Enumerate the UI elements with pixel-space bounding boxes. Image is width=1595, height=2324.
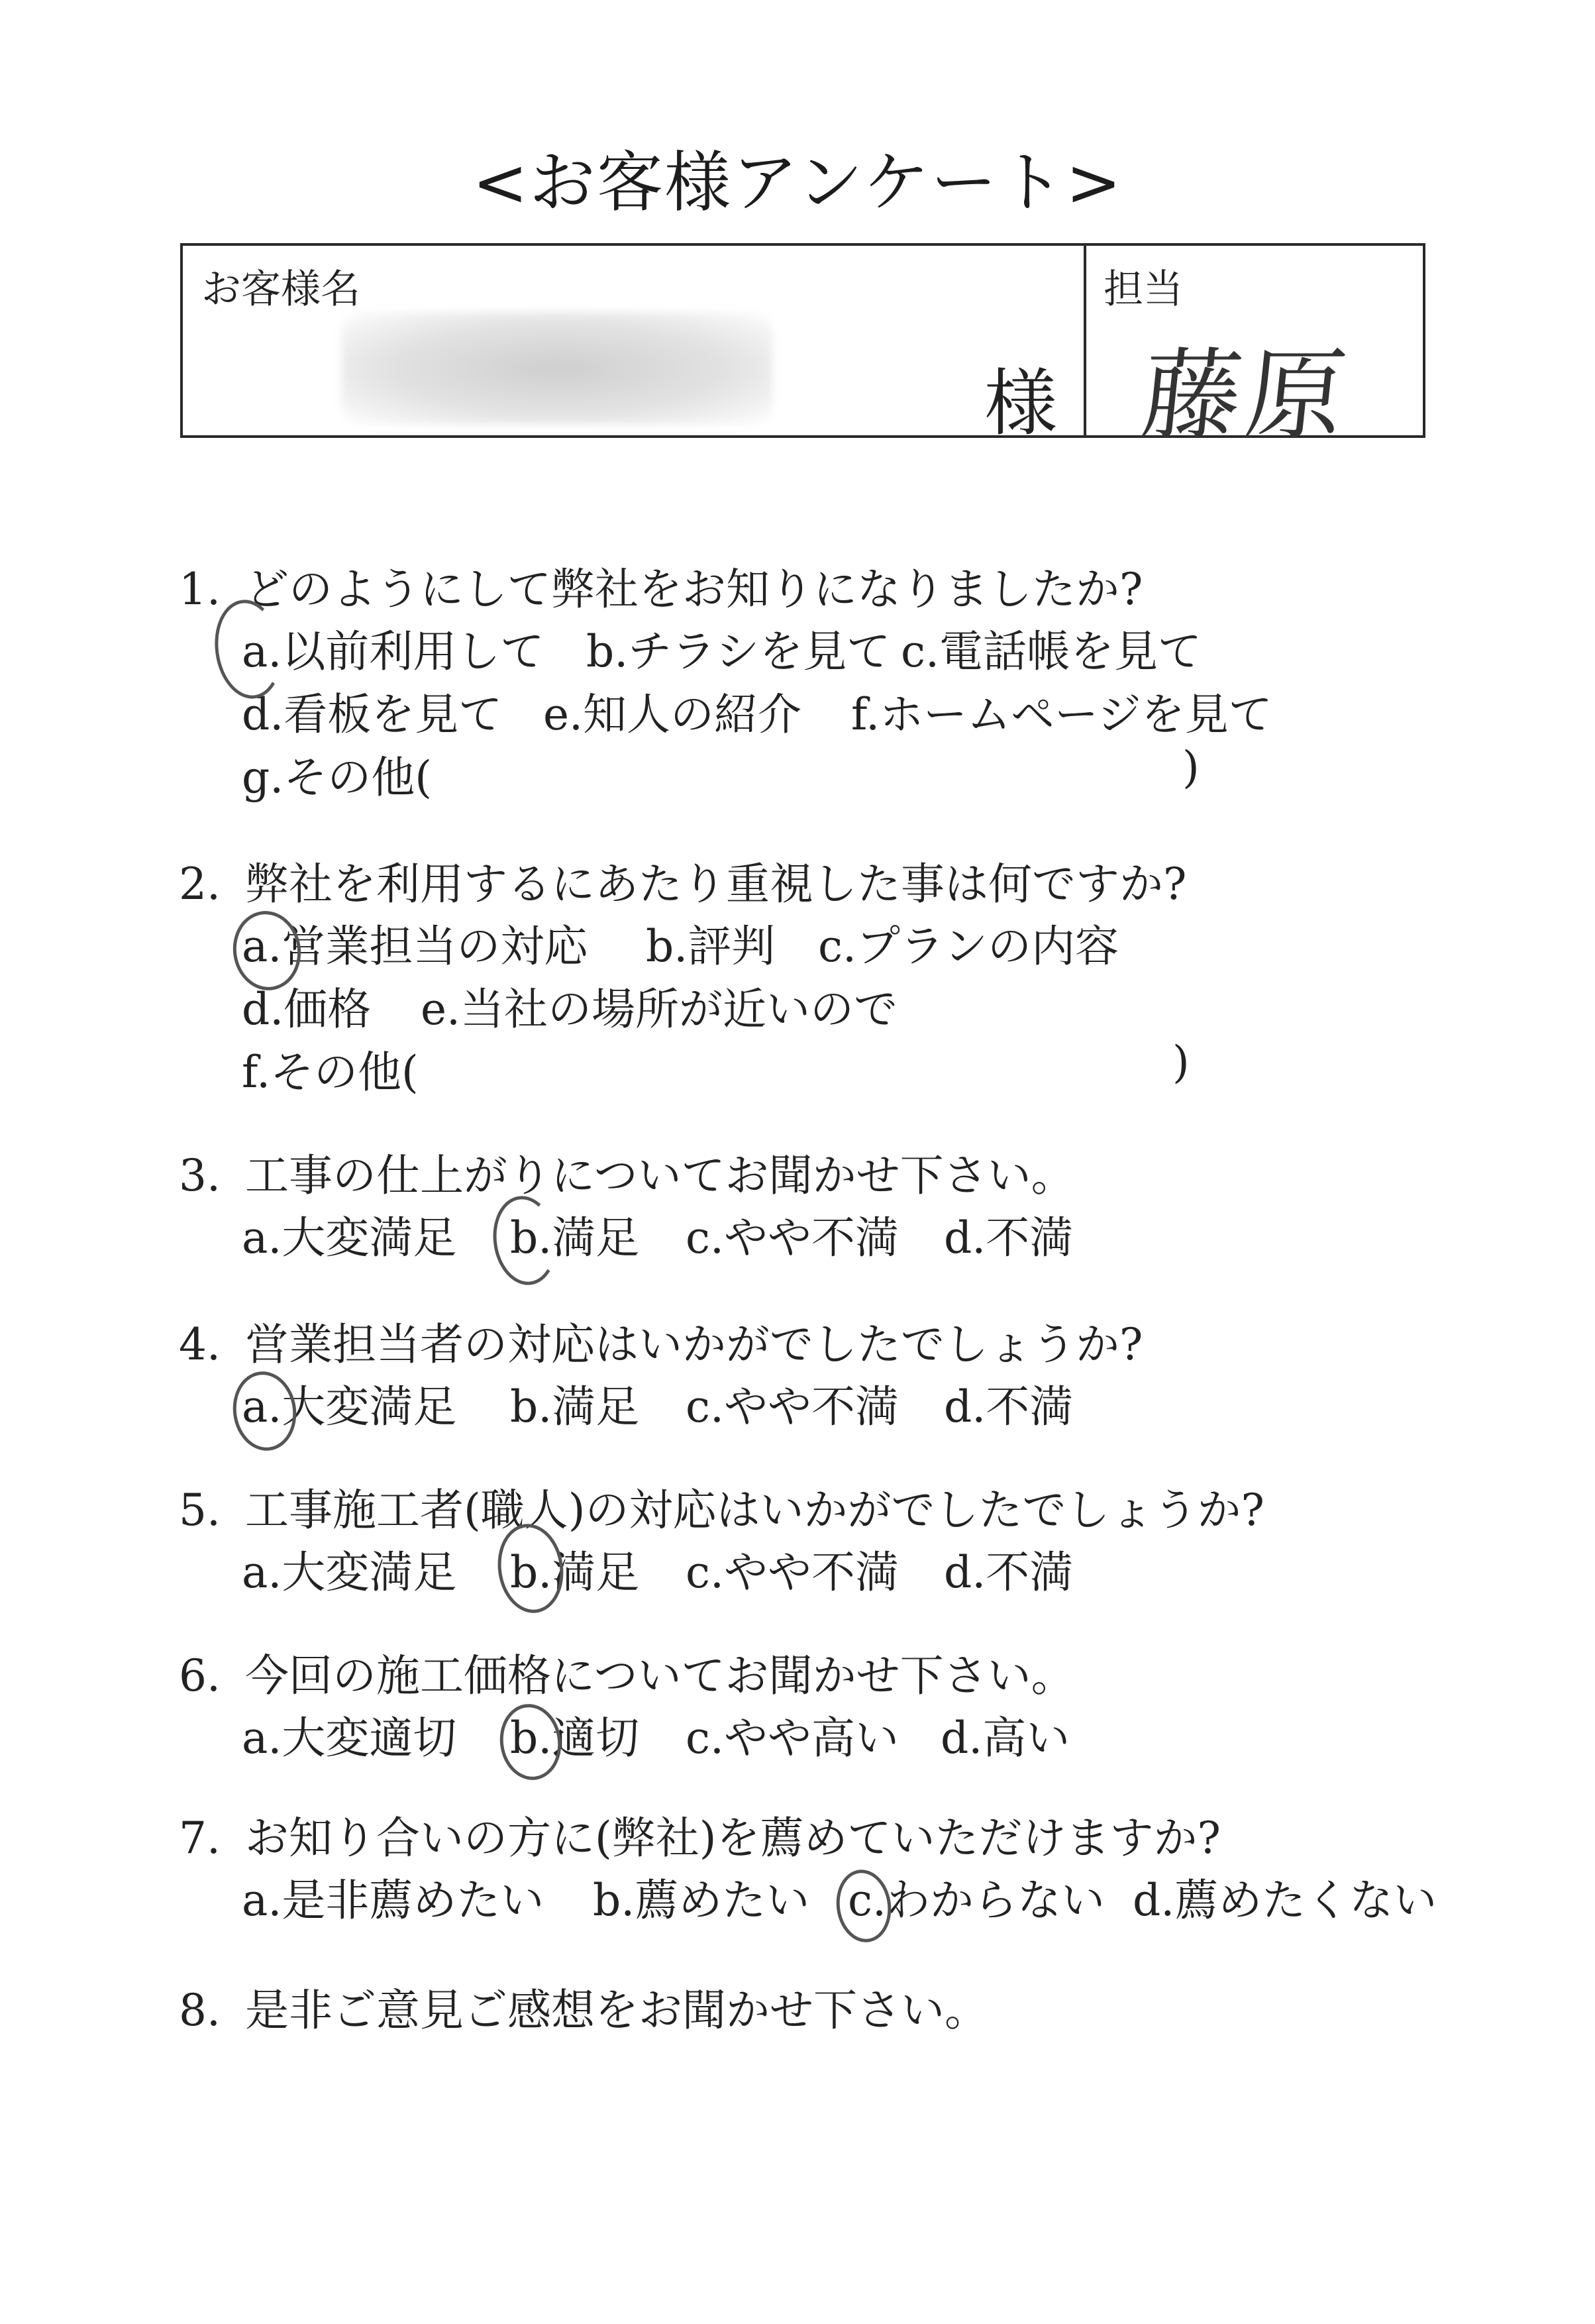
question-text: お知り合いの方に(弊社)を薦めていただけますか?	[245, 1813, 1221, 1864]
q3-option-a[interactable]: a.大変満足	[242, 1212, 457, 1263]
q5-option-c[interactable]: c.やや不満	[686, 1547, 899, 1598]
q6-option-a[interactable]: a.大変適切	[242, 1713, 457, 1764]
box-divider	[1084, 246, 1086, 435]
question-number: 1.	[179, 564, 221, 615]
staff-name-handwritten: 藤原	[1136, 339, 1355, 454]
q1-option-f[interactable]: f.ホームページを見て	[851, 689, 1272, 740]
question-text: どのようにして弊社をお知りになりましたか?	[245, 564, 1143, 615]
question-text: 工事施工者(職人)の対応はいかがでしたでしょうか?	[245, 1485, 1264, 1536]
q1-option-d[interactable]: d.看板を見て	[242, 689, 503, 740]
question-text: 営業担当者の対応はいかがでしたでしょうか?	[245, 1319, 1143, 1370]
q7-option-c[interactable]: c.わからない	[848, 1875, 1105, 1926]
q7-option-a[interactable]: a.是非薦めたい	[242, 1875, 544, 1926]
question-text: 是非ご意見ご感想をお聞かせ下さい。	[245, 1985, 988, 2036]
q2-closing-paren: )	[1172, 1037, 1190, 1088]
q3-option-b[interactable]: b.満足	[510, 1212, 640, 1263]
question-text: 弊社を利用するにあたり重視した事は何ですか?	[245, 859, 1187, 910]
q1-option-b[interactable]: b.チラシを見て	[586, 626, 891, 677]
q7-option-b[interactable]: b.薦めたい	[593, 1875, 810, 1926]
q1-option-a[interactable]: a.以前利用して	[242, 626, 544, 677]
question-number: 6.	[179, 1650, 221, 1701]
q6-option-b[interactable]: b.適切	[510, 1713, 640, 1764]
q6-option-d[interactable]: d.高い	[941, 1713, 1070, 1764]
question-number: 5.	[179, 1485, 221, 1536]
q4-option-b[interactable]: b.満足	[510, 1381, 640, 1432]
customer-info-box	[180, 243, 1425, 454]
redacted-customer-name	[342, 312, 772, 425]
question-number: 7.	[179, 1813, 221, 1864]
q5-option-a[interactable]: a.大変満足	[242, 1547, 457, 1598]
q4-option-a[interactable]: a.大変満足	[242, 1381, 457, 1432]
honorific-sama: 様	[984, 361, 1057, 446]
q1-option-g[interactable]: g.その他(	[242, 752, 432, 803]
question-number: 2.	[179, 859, 221, 910]
q2-option-a[interactable]: a.営業担当の対応	[242, 921, 588, 972]
page-title: <お客様アンケート>	[472, 144, 1123, 221]
q1-option-e[interactable]: e.知人の紹介	[543, 689, 802, 740]
q5-option-b[interactable]: b.満足	[510, 1547, 640, 1598]
q2-option-d[interactable]: d.価格	[242, 984, 372, 1035]
q3-option-c[interactable]: c.やや不満	[686, 1212, 899, 1263]
staff-label: 担当	[1104, 266, 1183, 313]
question-number: 8.	[179, 1985, 221, 2036]
q1-closing-paren: )	[1182, 742, 1200, 793]
q5-option-d[interactable]: d.不満	[944, 1547, 1074, 1598]
q3-option-d[interactable]: d.不満	[944, 1212, 1074, 1263]
question-number: 3.	[179, 1150, 221, 1201]
question-text: 今回の施工価格についてお聞かせ下さい。	[245, 1650, 1075, 1701]
q1-option-c[interactable]: c.電話帳を見て	[901, 626, 1202, 677]
question-text: 工事の仕上がりについてお聞かせ下さい。	[245, 1150, 1075, 1201]
q2-option-e[interactable]: e.当社の場所が近いので	[421, 984, 898, 1035]
question-number: 4.	[179, 1319, 221, 1370]
q2-option-b[interactable]: b.評判	[646, 921, 776, 972]
q2-option-f[interactable]: f.その他(	[242, 1047, 419, 1098]
q4-option-d[interactable]: d.不満	[944, 1381, 1074, 1432]
q7-option-d[interactable]: d.薦めたくない	[1133, 1875, 1437, 1926]
q2-option-c[interactable]: c.プランの内容	[818, 921, 1119, 972]
q4-option-c[interactable]: c.やや不満	[686, 1381, 899, 1432]
customer-name-label: お客様名	[201, 266, 360, 313]
q6-option-c[interactable]: c.やや高い	[686, 1713, 899, 1764]
